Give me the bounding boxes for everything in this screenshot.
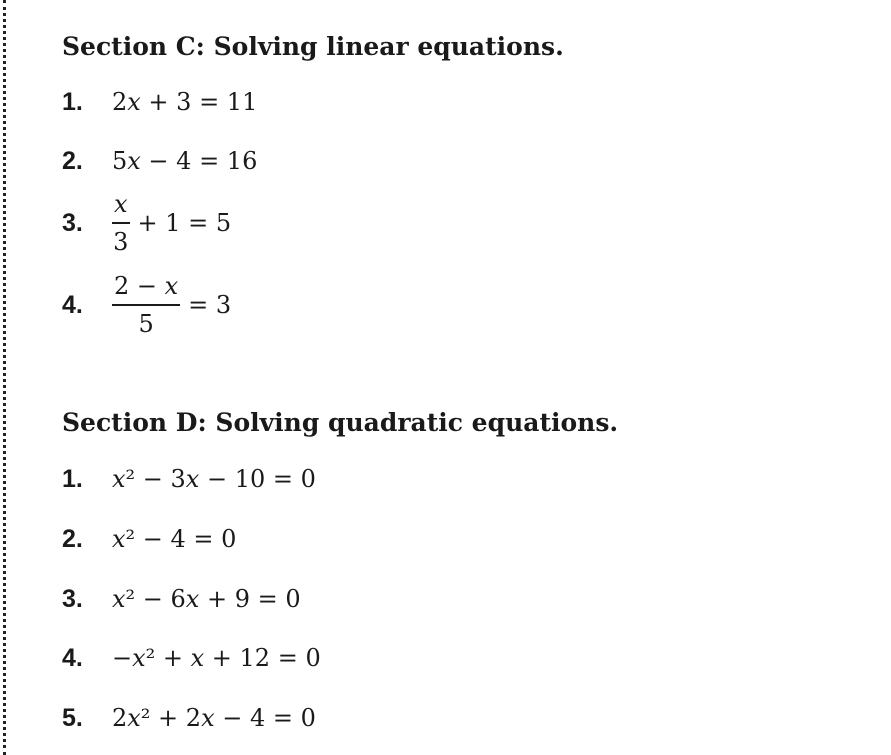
- section-d-item-1: [62, 464, 316, 494]
- item-number: 1.: [62, 464, 83, 493]
- item-number: 4.: [62, 643, 83, 672]
- fraction-numerator: 2 − 𝑥: [114, 272, 179, 300]
- dotted-border: [3, 0, 6, 755]
- equation: [112, 272, 231, 338]
- equation: 5𝑥 − 4 = 16: [112, 147, 258, 175]
- equation-rest: = 3: [188, 291, 232, 319]
- section-c-item-4: [62, 265, 231, 345]
- item-number: 4.: [62, 290, 83, 319]
- equation: 𝑥² − 3𝑥 − 10 = 0: [112, 465, 316, 493]
- item-number: 3.: [62, 208, 83, 237]
- fraction: [112, 272, 180, 338]
- section-d-item-3: [62, 584, 301, 614]
- section-c-item-2: [62, 146, 257, 176]
- section-c-title: Section C: Solving linear equations.: [62, 32, 564, 61]
- section-d-item-2: [62, 524, 236, 554]
- equation: 𝑥² − 6𝑥 + 9 = 0: [112, 585, 301, 613]
- fraction-numerator: 𝑥: [114, 190, 128, 218]
- section-d-title: Section D: Solving quadratic equations.: [62, 408, 619, 437]
- item-number: 2.: [62, 524, 83, 553]
- section-c-item-3: [62, 183, 231, 263]
- equation: 𝑥² − 4 = 0: [112, 525, 237, 553]
- equation: 2𝑥 + 3 = 11: [112, 88, 258, 116]
- item-number: 1.: [62, 87, 83, 116]
- fraction: [112, 190, 130, 256]
- section-d-item-5: [62, 703, 316, 733]
- equation-rest: + 1 = 5: [137, 209, 232, 237]
- section-d-item-4: [62, 643, 321, 673]
- equation: −𝑥² + 𝑥 + 12 = 0: [112, 644, 321, 672]
- fraction-denominator: 3: [113, 228, 129, 256]
- item-number: 2.: [62, 146, 83, 175]
- equation: [112, 190, 231, 256]
- section-c-item-1: [62, 87, 257, 117]
- item-number: 5.: [62, 703, 83, 732]
- equation: 2𝑥² + 2𝑥 − 4 = 0: [112, 704, 316, 732]
- fraction-denominator: 5: [138, 310, 154, 338]
- item-number: 3.: [62, 584, 83, 613]
